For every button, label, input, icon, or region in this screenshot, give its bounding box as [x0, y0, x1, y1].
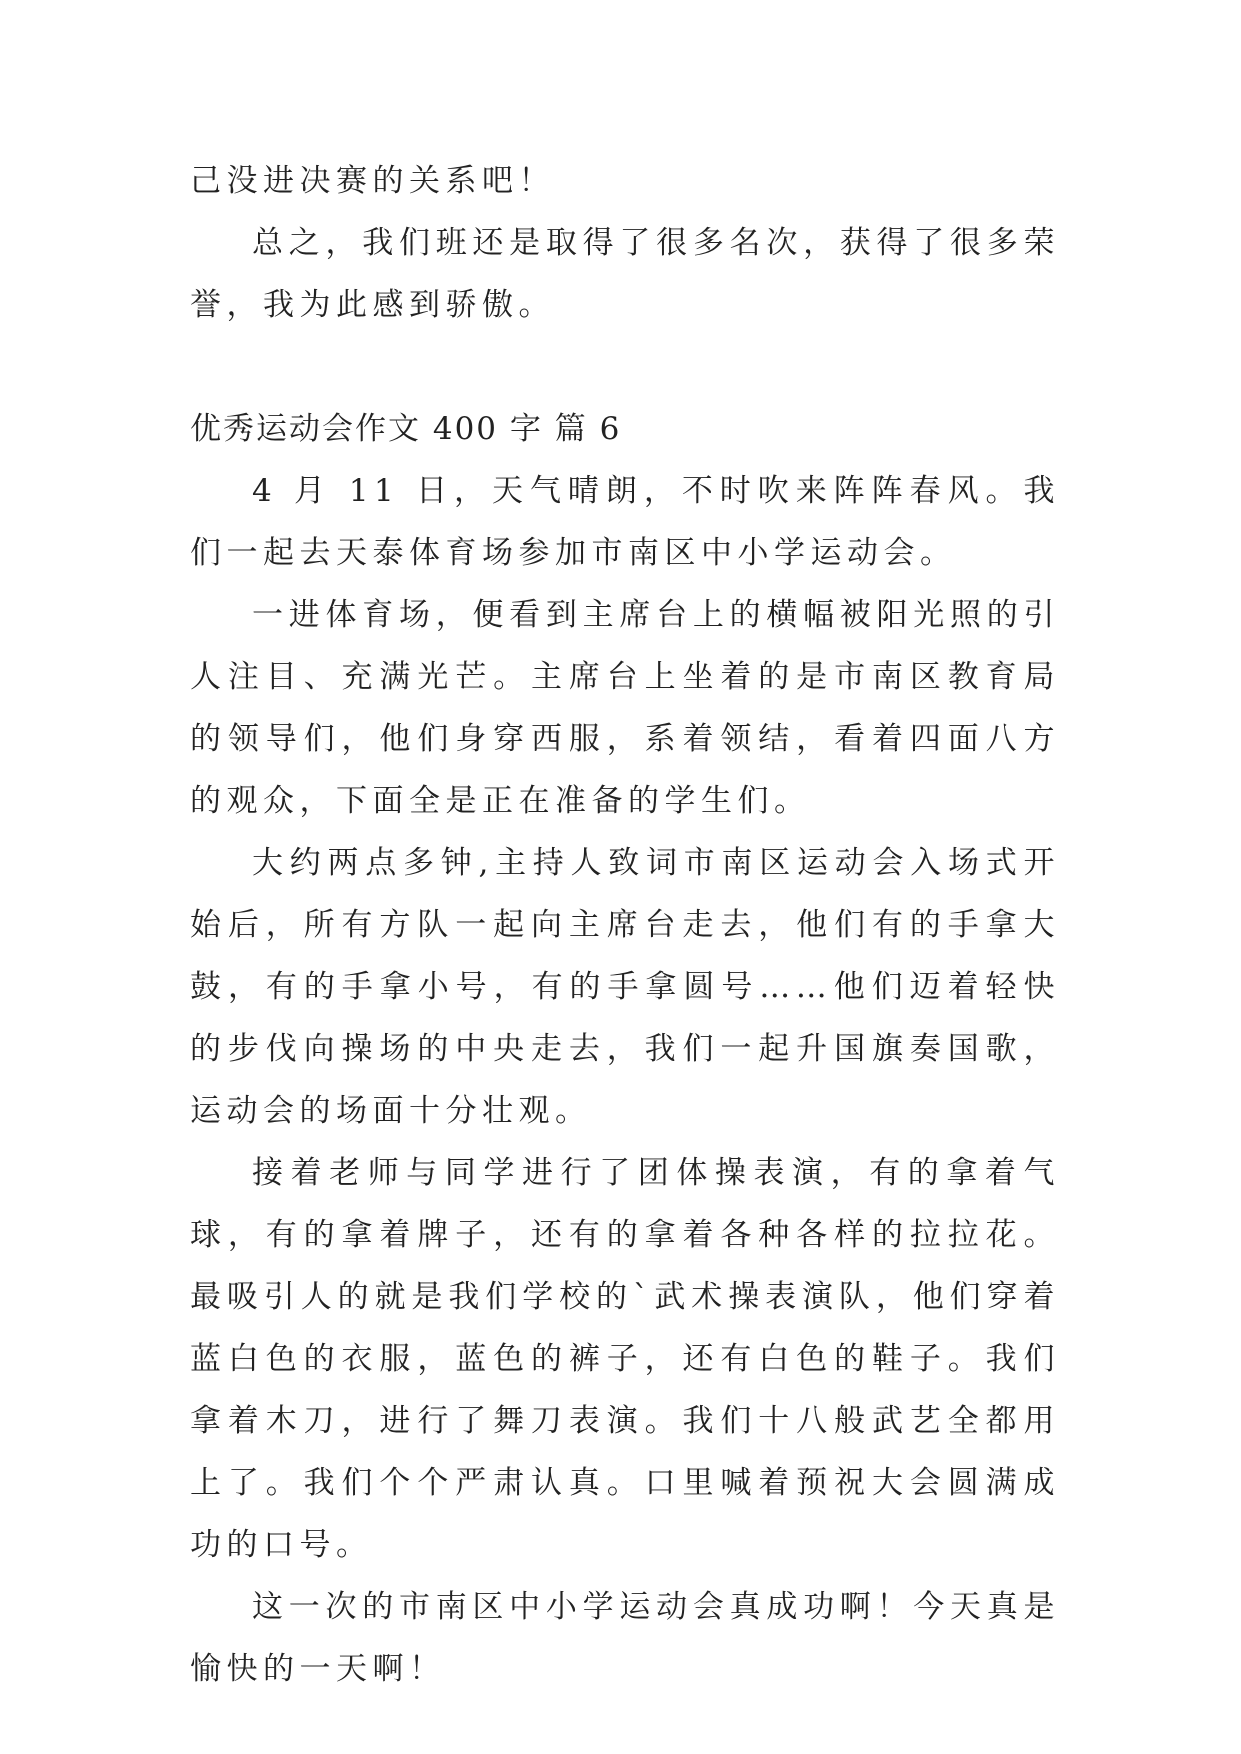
paragraph-2: 一进体育场，便看到主席台上的横幅被阳光照的引人注目、充满光芒。主席台上坐着的是市南区教育局的领导们，他们身穿西服，系着领结，看着四面八方的观众，下面全是正在准备的学生们。 [190, 597, 1060, 819]
paragraph-1: 4 月 11 日，天气晴朗，不时吹来阵阵春风。我们一起去天泰体育场参加市南区中小学运动会。 [190, 473, 1060, 571]
paragraph-3: 大约两点多钟,主持人致词市南区运动会入场式开始后，所有方队一起向主席台走去，他们有的手拿大鼓，有的手拿小号，有的手拿圆号……他们迈着轻快的步伐向操场的中央走去，我们一起升国旗奏国歌，运动会的场面十分壮观。 [190, 845, 1060, 1129]
paragraph-5: 这一次的市南区中小学运动会真成功啊！今天真是愉快的一天啊！ [190, 1589, 1060, 1687]
paragraph-conclusion: 总之，我们班还是取得了很多名次，获得了很多荣誉，我为此感到骄傲。 [190, 225, 1060, 323]
section-heading: 优秀运动会作文 400 字 篇 6 [190, 411, 622, 447]
document-body [190, 150, 1060, 1700]
paragraph-continued: 己没进决赛的关系吧！ [190, 163, 555, 199]
paragraph-4: 接着老师与同学进行了团体操表演，有的拿着气球，有的拿着牌子，还有的拿着各种各样的拉拉花。最吸引人的就是我们学校的`武术操表演队，他们穿着蓝白色的衣服，蓝色的裤子，还有白色的鞋子。我们拿着木刀，进行了舞刀表演。我们十八般武艺全都用上了。我们个个严肃认真。口里喊着预祝大会圆满成功的口号。 [190, 1155, 1060, 1563]
